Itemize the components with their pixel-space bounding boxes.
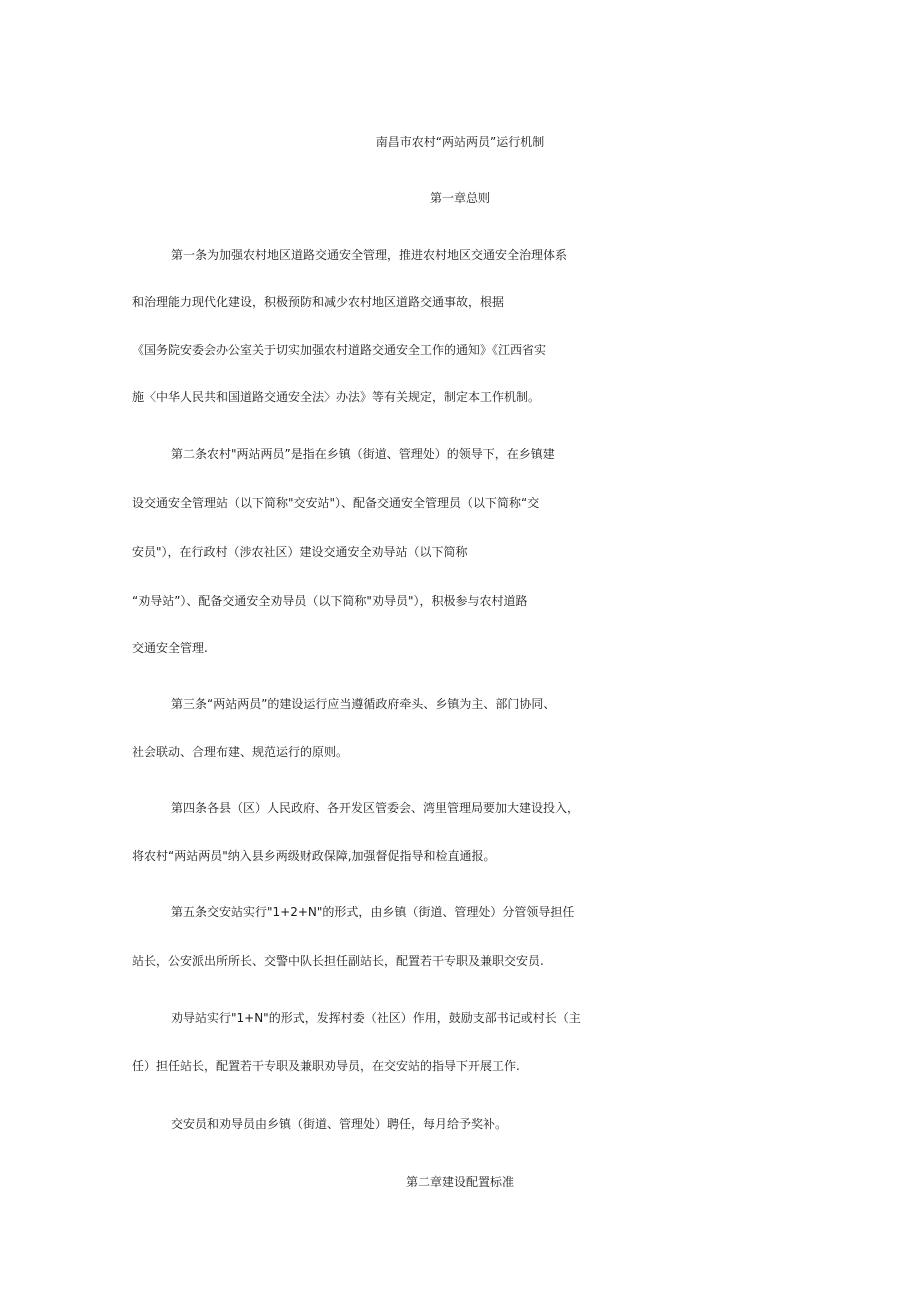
article-1-line-1: 第一条为加强农村地区道路交通安全管理，推进农村地区交通安全治理体系 [171,248,568,262]
article-3-line-1: 第三条“两站两员”的建设运行应当遵循政府牵头、乡镇为主、部门协同、 [171,697,556,711]
reward-paragraph: 交安员和劝导员由乡镇（街道、管理处）聘任，每月给予奖补。 [171,1117,508,1131]
guide-station-line-1: 劝导站实行"1+N"的形式，发挥村委（社区）作用，鼓励支部书记或村长（主 [171,1011,581,1025]
article-2-line-2: 设交通安全管理站（以下简称"交安站"）、配备交通安全管理员（以下简称“交 [132,496,540,510]
article-3-line-2: 社会联动、合理布建、规范运行的原则。 [132,745,349,759]
article-1-line-2: 和治理能力现代化建设，积极预防和减少农村地区道路交通事故，根据 [132,295,505,309]
article-5-line-1: 第五条交安站实行"1+2+N"的形式，由乡镇（街道、管理处）分管领导担任 [171,905,575,919]
article-1-line-3: 《国务院安委会办公室关于切实加强农村道路交通安全工作的通知》《江西省实 [132,343,547,357]
article-2-line-1: 第二条农村"两站两员”是指在乡镇（街道、管理处）的领导下，在乡镇建 [171,447,555,461]
article-2-line-4: “劝导站”）、配备交通安全劝导员（以下简称"劝导员"），积极参与农村道路 [132,594,528,608]
article-2-line-3: 安员"），在行政村（涉农社区）建设交通安全劝导站（以下简称 [132,545,468,559]
article-2-line-5: 交通安全管理. [132,641,208,655]
document-title: 南昌市农村“两站两员”运行机制 [375,135,545,149]
article-4-line-1: 第四条各县（区）人民政府、各开发区管委会、湾里管理局要加大建设投入， [171,801,580,815]
article-1-line-4: 施〈中华人民共和国道路交通安全法〉办法》等有关规定，制定本工作机制。 [132,390,541,404]
chapter-heading-1: 第一章总则 [429,191,490,205]
article-5-line-2: 站长，公安派出所所长、交警中队长担任副站长，配置若干专职及兼职交安员. [132,954,544,968]
guide-station-line-2: 任）担任站长，配置若干专职及兼职劝导员，在交安站的指导下开展工作. [132,1059,520,1073]
article-4-line-2: 将农村“两站两员"纳入县乡两级财政保障,加强督促指导和检直通报。 [132,849,496,863]
chapter-heading-2: 第二章建设配置标准 [405,1175,514,1189]
